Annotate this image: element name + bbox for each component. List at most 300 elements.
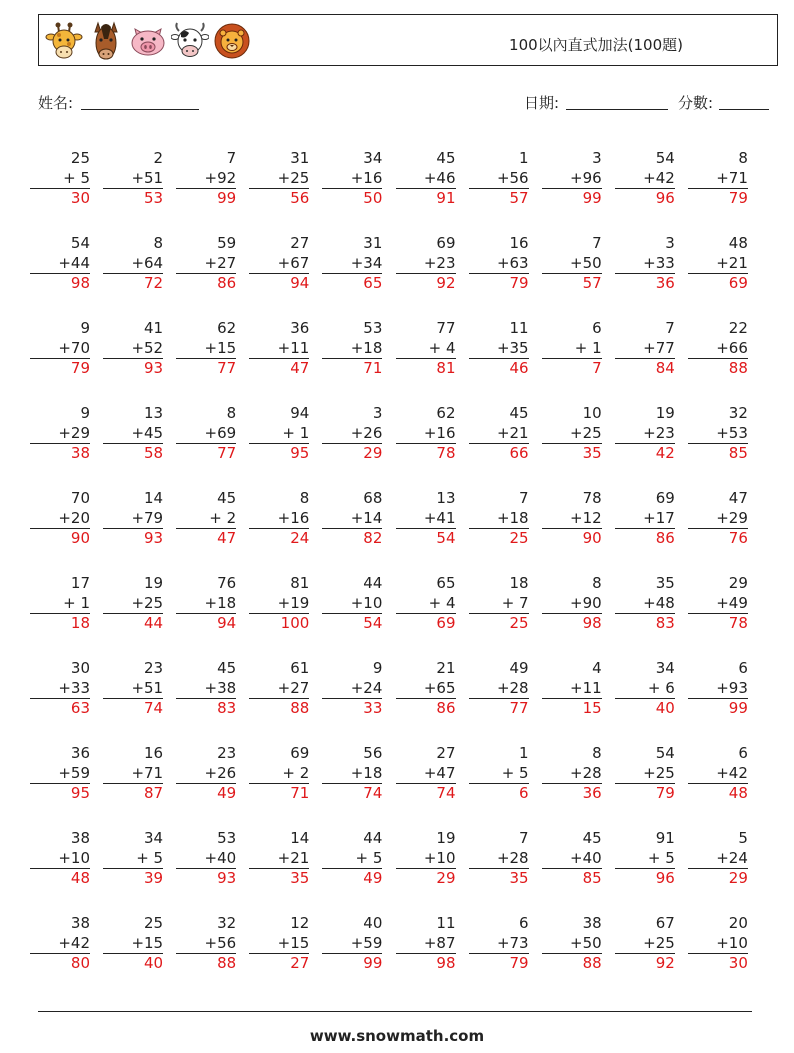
addition-problem — [396, 149, 456, 209]
addend-top: 53 — [217, 829, 237, 847]
answer: 57 — [542, 273, 602, 294]
answer: 42 — [615, 443, 675, 464]
name-label: 姓名: — [38, 94, 74, 112]
addition-problem — [322, 659, 382, 719]
addend-bottom: +42 — [643, 168, 675, 187]
answer: 30 — [688, 953, 748, 974]
addend-bottom: +26 — [204, 763, 237, 782]
addend-bottom: +51 — [131, 168, 164, 187]
addend-top: 38 — [582, 914, 602, 932]
addition-problem — [249, 659, 309, 719]
addend-bottom: + 1 — [63, 593, 90, 612]
answer: 74 — [396, 783, 456, 804]
addend-top: 49 — [509, 659, 529, 677]
answer: 29 — [396, 868, 456, 889]
addend-bottom: +42 — [58, 933, 90, 952]
addend-top: 1 — [519, 744, 529, 762]
addition-problem — [542, 914, 602, 974]
answer: 79 — [469, 273, 529, 294]
answer: 46 — [469, 358, 529, 379]
addend-bottom: +23 — [643, 423, 675, 442]
addition-problem — [249, 744, 309, 804]
answer: 40 — [615, 698, 675, 719]
addition-problem — [30, 319, 90, 379]
addend-bottom: + 2 — [209, 508, 237, 527]
addend-bottom: +71 — [716, 168, 748, 187]
addition-problem — [103, 574, 163, 634]
answer: 27 — [249, 953, 309, 974]
addend-top: 3 — [592, 149, 602, 167]
answer: 93 — [176, 868, 236, 889]
answer: 99 — [542, 188, 602, 209]
answer: 18 — [30, 613, 90, 634]
addend-top: 6 — [738, 659, 748, 677]
addition-problem — [176, 659, 236, 719]
addend-top: 11 — [436, 914, 456, 932]
addition-problem — [469, 744, 529, 804]
addition-problem — [103, 489, 163, 549]
addition-problem — [30, 744, 90, 804]
addition-problem — [396, 574, 456, 634]
addend-bottom: +18 — [496, 508, 529, 527]
addend-bottom: +28 — [496, 848, 529, 867]
answer: 57 — [469, 188, 529, 209]
answer: 29 — [322, 443, 382, 464]
addition-problem — [322, 829, 382, 889]
addend-bottom: +10 — [350, 593, 383, 612]
addend-bottom: +33 — [58, 678, 90, 697]
addition-problem — [249, 319, 309, 379]
addition-problem — [542, 234, 602, 294]
addend-bottom: +49 — [716, 593, 748, 612]
addition-problem — [615, 659, 675, 719]
addend-top: 91 — [655, 829, 675, 847]
answer: 77 — [176, 443, 236, 464]
score-label: 分數: — [678, 94, 714, 112]
addition-problem — [249, 234, 309, 294]
addition-problem — [322, 149, 382, 209]
answer: 85 — [542, 868, 602, 889]
addend-top: 8 — [592, 744, 602, 762]
answer: 69 — [396, 613, 456, 634]
addition-problem — [542, 319, 602, 379]
answer: 35 — [249, 868, 309, 889]
addend-bottom: +24 — [716, 848, 748, 867]
addition-problem — [176, 319, 236, 379]
addition-problem — [688, 574, 748, 634]
addition-problem — [688, 234, 748, 294]
addend-bottom: +40 — [570, 848, 602, 867]
addend-bottom: +10 — [58, 848, 90, 867]
addend-bottom: +38 — [204, 678, 237, 697]
addition-problem — [30, 659, 90, 719]
answer: 96 — [615, 868, 675, 889]
addition-problem — [688, 914, 748, 974]
addition-problem — [176, 234, 236, 294]
addition-problem — [615, 404, 675, 464]
footer-divider — [38, 1011, 752, 1012]
addition-problem — [103, 404, 163, 464]
addition-problem — [249, 829, 309, 889]
addend-bottom: +41 — [423, 508, 456, 527]
addition-problem — [249, 489, 309, 549]
addend-bottom: +64 — [131, 253, 164, 272]
addend-bottom: +28 — [570, 763, 602, 782]
addend-top: 31 — [290, 149, 310, 167]
answer: 93 — [103, 358, 163, 379]
addend-bottom: +11 — [570, 678, 602, 697]
addition-problem — [30, 829, 90, 889]
answer: 79 — [615, 783, 675, 804]
addend-top: 16 — [144, 744, 164, 762]
addition-problem — [396, 829, 456, 889]
addend-top: 18 — [509, 574, 529, 592]
addend-top: 70 — [70, 489, 90, 507]
addition-problem — [322, 914, 382, 974]
answer: 39 — [103, 868, 163, 889]
answer: 99 — [688, 698, 748, 719]
answer: 99 — [322, 953, 382, 974]
addend-top: 25 — [70, 149, 90, 167]
addend-top: 7 — [226, 149, 237, 167]
addend-bottom: +40 — [204, 848, 237, 867]
addend-bottom: + 5 — [355, 848, 383, 867]
addend-bottom: + 5 — [501, 763, 529, 782]
addend-bottom: +10 — [423, 848, 456, 867]
addend-bottom: +25 — [277, 168, 310, 187]
addend-bottom: +48 — [643, 593, 675, 612]
addition-problem — [469, 574, 529, 634]
answer: 7 — [542, 358, 602, 379]
addend-top: 21 — [436, 659, 456, 677]
answer: 81 — [396, 358, 456, 379]
addition-problem — [176, 404, 236, 464]
answer: 79 — [30, 358, 90, 379]
addend-bottom: +11 — [277, 338, 310, 357]
addend-bottom: +25 — [643, 763, 675, 782]
addend-bottom: +15 — [277, 933, 310, 952]
addend-bottom: +69 — [204, 423, 237, 442]
addend-top: 14 — [290, 829, 310, 847]
addition-problem — [176, 829, 236, 889]
addition-problem — [396, 659, 456, 719]
addend-top: 78 — [582, 489, 602, 507]
addend-bottom: +47 — [423, 763, 456, 782]
addend-bottom: +50 — [570, 253, 602, 272]
answer: 69 — [688, 273, 748, 294]
answer: 54 — [396, 528, 456, 549]
addend-bottom: +21 — [716, 253, 748, 272]
answer: 86 — [176, 273, 236, 294]
answer: 84 — [615, 358, 675, 379]
addend-top: 14 — [144, 489, 164, 507]
answer: 48 — [688, 783, 748, 804]
answer: 47 — [249, 358, 309, 379]
addition-problem — [469, 659, 529, 719]
addend-top: 34 — [655, 659, 675, 677]
answer: 65 — [322, 273, 382, 294]
addition-problem — [688, 659, 748, 719]
addend-top: 34 — [144, 829, 164, 847]
answer: 78 — [396, 443, 456, 464]
addend-bottom: + 7 — [501, 593, 529, 612]
addend-top: 9 — [372, 659, 383, 677]
addend-top: 38 — [70, 829, 90, 847]
addend-top: 4 — [592, 659, 602, 677]
addition-problem — [103, 829, 163, 889]
addition-problem — [469, 489, 529, 549]
addend-bottom: +23 — [423, 253, 456, 272]
addend-top: 31 — [363, 234, 383, 252]
answer: 40 — [103, 953, 163, 974]
addition-problem — [30, 234, 90, 294]
answer: 92 — [396, 273, 456, 294]
addition-problem — [322, 489, 382, 549]
addend-top: 76 — [217, 574, 237, 592]
addend-bottom: +19 — [277, 593, 310, 612]
addend-bottom: +34 — [350, 253, 383, 272]
answer: 83 — [615, 613, 675, 634]
addition-problem — [688, 319, 748, 379]
answer: 47 — [176, 528, 236, 549]
addend-top: 6 — [519, 914, 529, 932]
answer: 77 — [469, 698, 529, 719]
answer: 80 — [30, 953, 90, 974]
addend-bottom: +16 — [350, 168, 383, 187]
answer: 85 — [688, 443, 748, 464]
addend-top: 41 — [144, 319, 164, 337]
addition-problem — [249, 914, 309, 974]
addend-bottom: +29 — [58, 423, 90, 442]
addition-problem — [469, 404, 529, 464]
answer: 29 — [688, 868, 748, 889]
answer: 49 — [176, 783, 236, 804]
addition-problem — [30, 574, 90, 634]
answer: 88 — [249, 698, 309, 719]
addition-problem — [688, 744, 748, 804]
addend-top: 23 — [144, 659, 164, 677]
addend-bottom: +25 — [131, 593, 164, 612]
addition-problem — [396, 234, 456, 294]
addend-bottom: +14 — [350, 508, 383, 527]
addend-top: 8 — [226, 404, 237, 422]
addend-bottom: +90 — [570, 593, 602, 612]
addend-bottom: +77 — [643, 338, 675, 357]
addend-bottom: +71 — [131, 763, 164, 782]
answer: 44 — [103, 613, 163, 634]
answer: 98 — [396, 953, 456, 974]
addend-bottom: +29 — [716, 508, 748, 527]
addition-problem — [30, 149, 90, 209]
addition-problem — [103, 149, 163, 209]
answer: 54 — [322, 613, 382, 634]
addition-problem — [30, 404, 90, 464]
addend-bottom: +50 — [570, 933, 602, 952]
addend-bottom: + 1 — [282, 423, 310, 442]
addition-problem — [396, 744, 456, 804]
addend-bottom: +27 — [277, 678, 310, 697]
addition-problem — [103, 914, 163, 974]
addend-top: 12 — [290, 914, 310, 932]
addition-problem — [615, 829, 675, 889]
answer: 58 — [103, 443, 163, 464]
addition-problem — [542, 149, 602, 209]
addend-top: 30 — [70, 659, 90, 677]
answer: 71 — [322, 358, 382, 379]
answer: 63 — [30, 698, 90, 719]
addend-top: 56 — [363, 744, 383, 762]
addend-top: 35 — [655, 574, 675, 592]
addend-top: 7 — [665, 319, 675, 337]
answer: 71 — [249, 783, 309, 804]
addend-bottom: +35 — [496, 338, 529, 357]
answer: 74 — [103, 698, 163, 719]
answer: 77 — [176, 358, 236, 379]
addend-bottom: +42 — [716, 763, 748, 782]
addend-bottom: +67 — [277, 253, 310, 272]
answer: 25 — [469, 528, 529, 549]
addend-bottom: +46 — [423, 168, 456, 187]
addend-top: 9 — [80, 319, 90, 337]
answer: 79 — [688, 188, 748, 209]
addend-top: 34 — [363, 149, 383, 167]
addend-bottom: +15 — [204, 338, 237, 357]
addend-top: 20 — [728, 914, 748, 932]
addend-top: 48 — [728, 234, 748, 252]
answer: 86 — [615, 528, 675, 549]
addend-bottom: + 2 — [282, 763, 310, 782]
answer: 36 — [615, 273, 675, 294]
addition-problem — [249, 149, 309, 209]
addend-top: 7 — [519, 829, 529, 847]
addend-top: 19 — [144, 574, 164, 592]
addition-problem — [542, 489, 602, 549]
answer: 35 — [542, 443, 602, 464]
addend-top: 6 — [738, 744, 748, 762]
addition-problem — [542, 744, 602, 804]
addition-problem — [176, 744, 236, 804]
addend-top: 45 — [509, 404, 529, 422]
page-title: 100以內直式加法(100題) — [509, 36, 683, 54]
addition-problem — [542, 829, 602, 889]
addend-top: 36 — [70, 744, 90, 762]
addend-top: 23 — [217, 744, 237, 762]
addend-top: 13 — [436, 489, 456, 507]
addend-bottom: +20 — [58, 508, 90, 527]
answer: 6 — [469, 783, 529, 804]
answer: 87 — [103, 783, 163, 804]
addend-top: 19 — [436, 829, 456, 847]
addend-top: 47 — [728, 489, 748, 507]
addend-bottom: +96 — [570, 168, 602, 187]
addend-top: 25 — [144, 914, 164, 932]
addition-problem — [322, 744, 382, 804]
addition-problem — [615, 319, 675, 379]
addend-top: 59 — [217, 234, 237, 252]
addition-problem — [469, 829, 529, 889]
addition-problem — [176, 574, 236, 634]
addend-bottom: + 5 — [63, 168, 90, 187]
addend-top: 3 — [372, 404, 383, 422]
addend-bottom: +18 — [204, 593, 237, 612]
addend-bottom: +59 — [58, 763, 90, 782]
addend-bottom: +66 — [716, 338, 748, 357]
answer: 66 — [469, 443, 529, 464]
answer: 95 — [249, 443, 309, 464]
addend-bottom: +21 — [277, 848, 310, 867]
answer: 53 — [103, 188, 163, 209]
answer: 88 — [542, 953, 602, 974]
addend-top: 5 — [738, 829, 748, 847]
answer: 25 — [469, 613, 529, 634]
addend-top: 3 — [665, 234, 675, 252]
addend-bottom: +87 — [423, 933, 456, 952]
answer: 82 — [322, 528, 382, 549]
addend-bottom: +16 — [277, 508, 310, 527]
answer: 88 — [176, 953, 236, 974]
addition-problem — [249, 404, 309, 464]
addend-top: 7 — [519, 489, 529, 507]
addend-top: 68 — [363, 489, 383, 507]
addition-problem — [103, 319, 163, 379]
addition-problem — [542, 659, 602, 719]
addend-top: 10 — [582, 404, 602, 422]
addend-bottom: +26 — [350, 423, 383, 442]
addition-problem — [322, 234, 382, 294]
addition-problem — [103, 234, 163, 294]
answer: 90 — [30, 528, 90, 549]
addition-problem — [322, 404, 382, 464]
addend-bottom: +33 — [643, 253, 675, 272]
addend-top: 36 — [290, 319, 310, 337]
addend-top: 29 — [728, 574, 748, 592]
addend-top: 65 — [436, 574, 456, 592]
addend-top: 45 — [582, 829, 602, 847]
addition-problem — [249, 574, 309, 634]
addend-bottom: +93 — [716, 678, 748, 697]
addend-top: 22 — [728, 319, 748, 337]
answer: 79 — [469, 953, 529, 974]
addend-top: 8 — [299, 489, 310, 507]
addend-top: 6 — [592, 319, 602, 337]
addition-problem — [322, 319, 382, 379]
addition-problem — [469, 319, 529, 379]
answer: 83 — [176, 698, 236, 719]
addition-problem — [615, 234, 675, 294]
addition-problem — [615, 149, 675, 209]
addend-bottom: +15 — [131, 933, 164, 952]
addition-problem — [615, 744, 675, 804]
addend-bottom: +21 — [496, 423, 529, 442]
addition-problem — [615, 914, 675, 974]
addition-problem — [469, 914, 529, 974]
addend-top: 1 — [519, 149, 529, 167]
addition-problem — [30, 914, 90, 974]
addend-bottom: + 5 — [136, 848, 164, 867]
addend-top: 69 — [290, 744, 310, 762]
answer: 72 — [103, 273, 163, 294]
answer: 86 — [396, 698, 456, 719]
addend-bottom: +24 — [350, 678, 383, 697]
addend-top: 32 — [728, 404, 748, 422]
addition-problem — [615, 574, 675, 634]
addition-problem — [176, 914, 236, 974]
answer: 50 — [322, 188, 382, 209]
addend-top: 62 — [217, 319, 237, 337]
addend-top: 54 — [655, 149, 675, 167]
answer: 99 — [176, 188, 236, 209]
answer: 24 — [249, 528, 309, 549]
